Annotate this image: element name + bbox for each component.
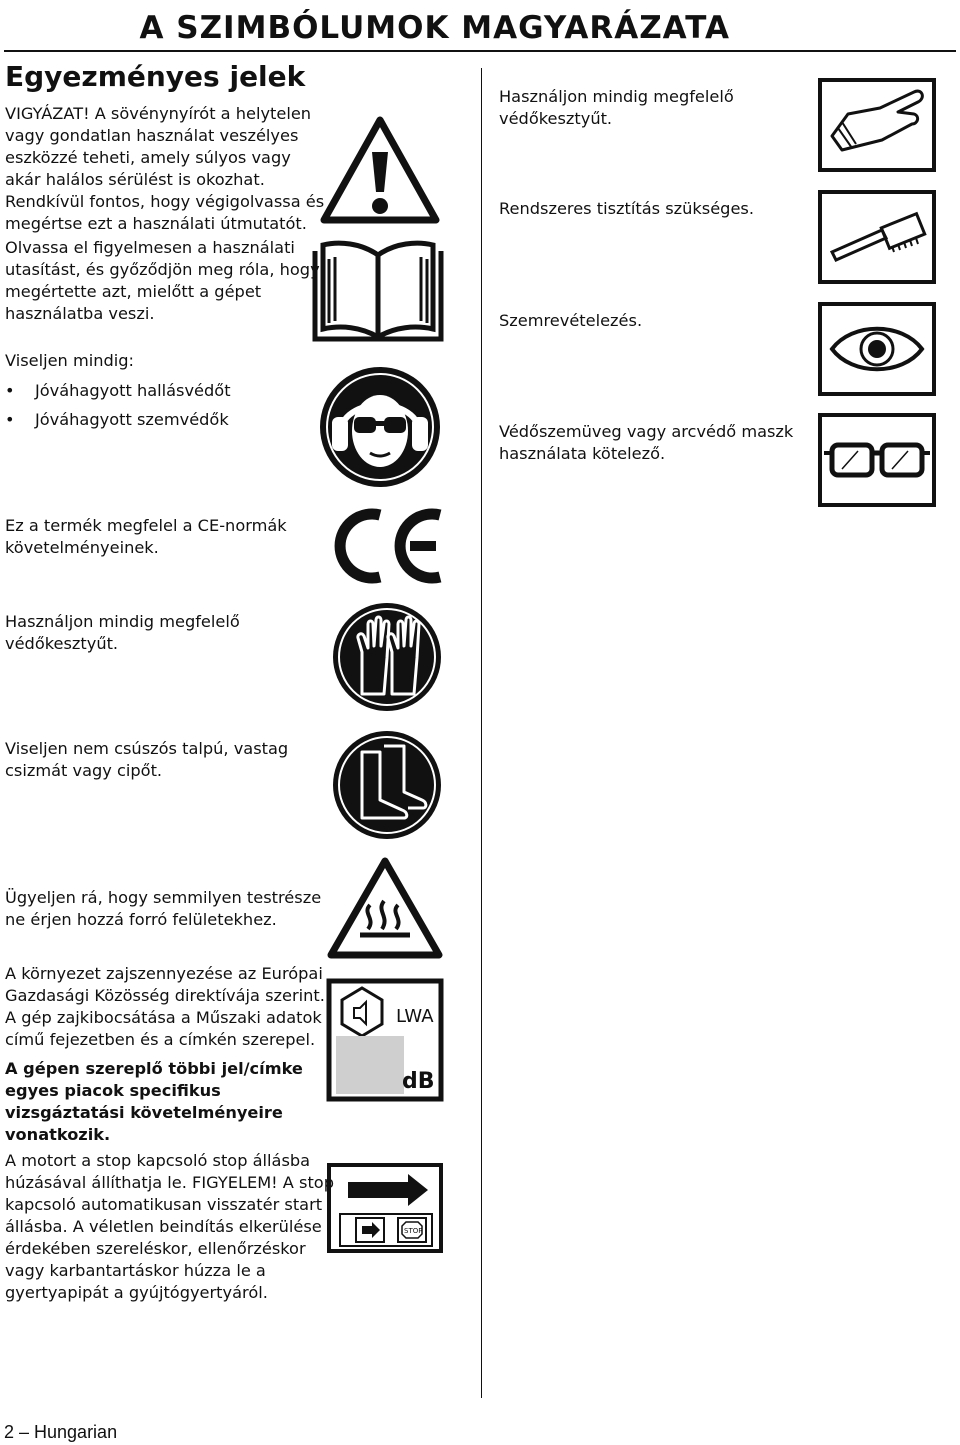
gloves-text: Használjon mindig megfelelő védőkesztyűt.	[5, 612, 240, 653]
brush-icon	[818, 190, 936, 284]
noise-label-icon	[326, 978, 444, 1102]
ce-text: Ez a termék megfelel a CE-normák követelményeinek.	[5, 516, 287, 557]
glove-square-icon	[818, 78, 936, 172]
gloves-icon	[332, 602, 442, 712]
wear-intro: Viseljen mindig:	[5, 351, 134, 370]
hot-surface-text: Ügyeljen rá, hogy semmilyen testrésze ne érjen hozzá forró felületekhez.	[5, 888, 322, 929]
ce-mark-icon	[330, 505, 445, 587]
db-label: dB	[402, 1069, 435, 1094]
noise-text: A környezet zajszennyezése az Európai Gazdasági Közösség direktívája szerint. A gép zajkibocsátása a Műszaki adatok című fejezetben és a címkén szerepel.	[5, 964, 325, 1049]
column-divider	[481, 68, 482, 1398]
manual-book-icon	[311, 233, 445, 343]
inspection-text: Szemrevételezés.	[499, 311, 643, 330]
eye-icon	[818, 302, 936, 396]
page-footer: 2 – Hungarian	[4, 1422, 118, 1442]
stop-switch-text: A motort a stop kapcsoló stop állásba húzásával állíthatja le. FIGYELEM! A stop kapcsoló automatikusan visszatér start állásba. A véletlen beindítás elkerülése érdekében szereléskor, ellenőrzéskor vagy karbantartáskor húzza le a gyertyapipát a gyújtógyertyáról.	[5, 1151, 334, 1302]
safety-glasses-icon	[818, 413, 936, 507]
market-text: A gépen szereplő többi jel/címke egyes piacok specifikus vizsgáztatási követelményeire vonatkozik.	[5, 1059, 303, 1144]
goggles-text: Védőszemüveg vagy arcvédő maszk használata kötelező.	[499, 422, 794, 463]
ear-eye-protection-icon	[318, 365, 442, 489]
cleaning-text: Rendszeres tisztítás szükséges.	[499, 199, 754, 218]
warning-text: VIGYÁZAT! A sövénynyírót a helytelen vagy gondatlan használat veszélyes eszközzé teheti, amely súlyos vagy akár halálos sérülést is okozhat. Rendkívül fontos, hogy végigolvassa és megértse ezt a használati útmutatót.	[5, 104, 325, 233]
boots-text: Viseljen nem csúszós talpú, vastag csizmát vagy cipőt.	[5, 739, 289, 780]
section-title: Egyezményes jelek	[5, 60, 306, 93]
right-gloves-text: Használjon mindig megfelelő védőkesztyűt.	[499, 87, 734, 128]
hot-surface-icon	[326, 855, 444, 961]
page-title: A SZIMBÓLUMOK MAGYARÁZATA	[139, 10, 730, 46]
read-manual-text: Olvassa el figyelmesen a használati utasítást, és győződjön meg róla, hogy megértette azt, mielőtt a gépet használatba veszi.	[5, 238, 320, 323]
header-rule	[4, 50, 956, 52]
stop-label: STOP	[404, 1227, 423, 1235]
lwa-label: LWA	[396, 1006, 434, 1027]
stop-switch-icon	[326, 1162, 444, 1254]
page-header	[0, 0, 960, 56]
warning-triangle-icon	[318, 114, 442, 226]
boots-icon	[332, 730, 442, 840]
